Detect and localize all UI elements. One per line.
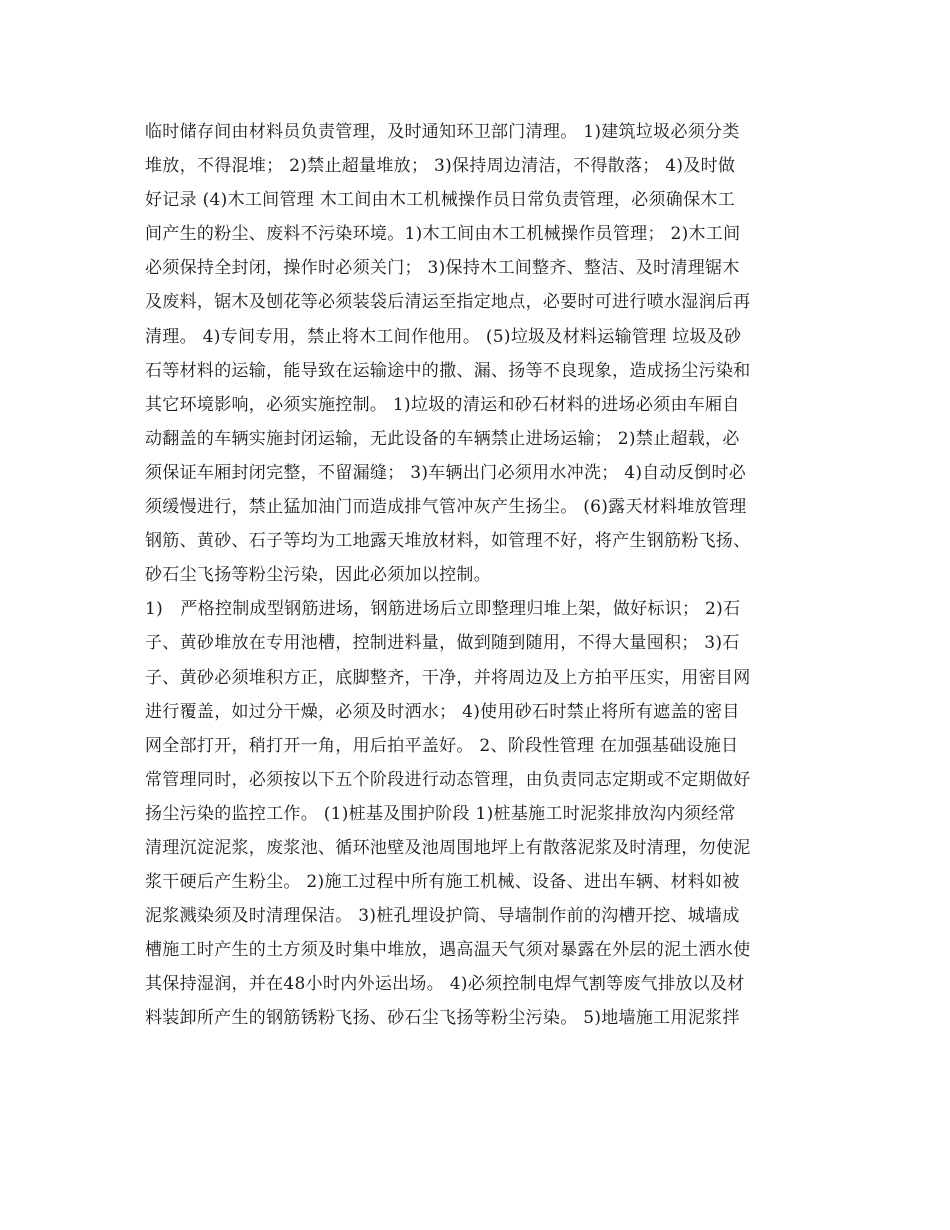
text-line: 子、黄砂堆放在专用池槽，控制进料量，做到随到随用，不得大量囤积； 3)石: [145, 633, 740, 654]
text-line: 泥浆溅染须及时清理保洁。 3)桩孔埋设护筒、导墙制作前的沟槽开挖、城墙成: [145, 906, 740, 927]
text-line: 间产生的粉尘、废料不污染环境。1)木工间由木工机械操作员管理； 2)木工间: [145, 224, 741, 245]
text-line: 临时储存间由材料员负责管理，及时通知环卫部门清理。 1)建筑垃圾必须分类: [145, 122, 740, 142]
text-line: 清理。 4)专间专用，禁止将木工间作他用。 (5)垃圾及材料运输管理 垃圾及砂: [145, 326, 742, 347]
text-line: 扬尘污染的监控工作。 (1)桩基及围护阶段 1)桩基施工时泥浆排放沟内须经常: [145, 803, 736, 824]
text-line: 石等材料的运输，能导致在运输途中的撒、漏、扬等不良现象，造成扬尘污染和: [145, 360, 751, 381]
text-line: 1) 严格控制成型钢筋进场，钢筋进场后立即整理归堆上架，做好标识； 2)石: [145, 599, 741, 620]
text-line: 料装卸所产生的钢筋锈粉飞扬、砂石尘飞扬等粉尘污染。 5)地墙施工用泥浆拌: [145, 1008, 740, 1029]
text-line: 及废料，锯木及刨花等必须装袋后清运至指定地点，必要时可进行喷水湿润后再: [145, 292, 751, 313]
text-line: 须缓慢进行，禁止猛加油门而造成排气管冲灰产生扬尘。 (6)露天材料堆放管理: [145, 497, 747, 518]
text-line: 浆干硬后产生粉尘。 2)施工过程中所有施工机械、设备、进出车辆、材料如被: [145, 872, 740, 893]
text-line: 网全部打开，稍打开一角，用后拍平盖好。 2、阶段性管理 在加强基础设施日: [145, 735, 739, 756]
text-line: 常管理同时，必须按以下五个阶段进行动态管理，由负责同志定期或不定期做好: [145, 769, 751, 790]
text-line: 堆放，不得混堆； 2)禁止超量堆放； 3)保持周边清洁，不得散落； 4)及时做: [145, 156, 736, 177]
text-line: 砂石尘飞扬等粉尘污染，因此必须加以控制。: [145, 565, 491, 586]
text-line: 其它环境影响，必须实施控制。 1)垃圾的清运和砂石材料的进场必须由车厢自: [145, 394, 740, 415]
text-line: 好记录 (4)木工间管理 木工间由木工机械操作员日常负责管理，必须确保木工: [145, 190, 735, 211]
text-line: 须保证车厢封闭完整，不留漏缝； 3)车辆出门必须用水冲洗； 4)自动反倒时必: [145, 462, 747, 483]
body-text: [145, 115, 785, 1036]
text-line: 钢筋、黄砂、石子等均为工地露天堆放材料，如管理不好，将产生钢筋粉飞扬、: [145, 531, 751, 552]
text-line: 动翻盖的车辆实施封闭运输，无此设备的车辆禁止进场运输； 2)禁止超载，必: [145, 428, 740, 449]
text-line: 子、黄砂必须堆积方正，底脚整齐，干净，并将周边及上方拍平压实，用密目网: [145, 667, 751, 688]
text-line: 槽施工时产生的土方须及时集中堆放，遇高温天气须对暴露在外层的泥土洒水使: [145, 940, 751, 961]
text-line: 进行覆盖，如过分干燥，必须及时洒水； 4)使用砂石时禁止将所有遮盖的密目: [145, 701, 740, 722]
text-line: 其保持湿润，并在48小时内外运出场。 4)必须控制电焊气割等废气排放以及材: [145, 974, 745, 995]
text-line: 清理沉淀泥浆，废浆池、循环池壁及池周围地坪上有散落泥浆及时清理，勿使泥: [145, 837, 751, 858]
text-line: 必须保持全封闭，操作时必须关门； 3)保持木工间整齐、整洁、及时清理锯木: [145, 258, 740, 279]
